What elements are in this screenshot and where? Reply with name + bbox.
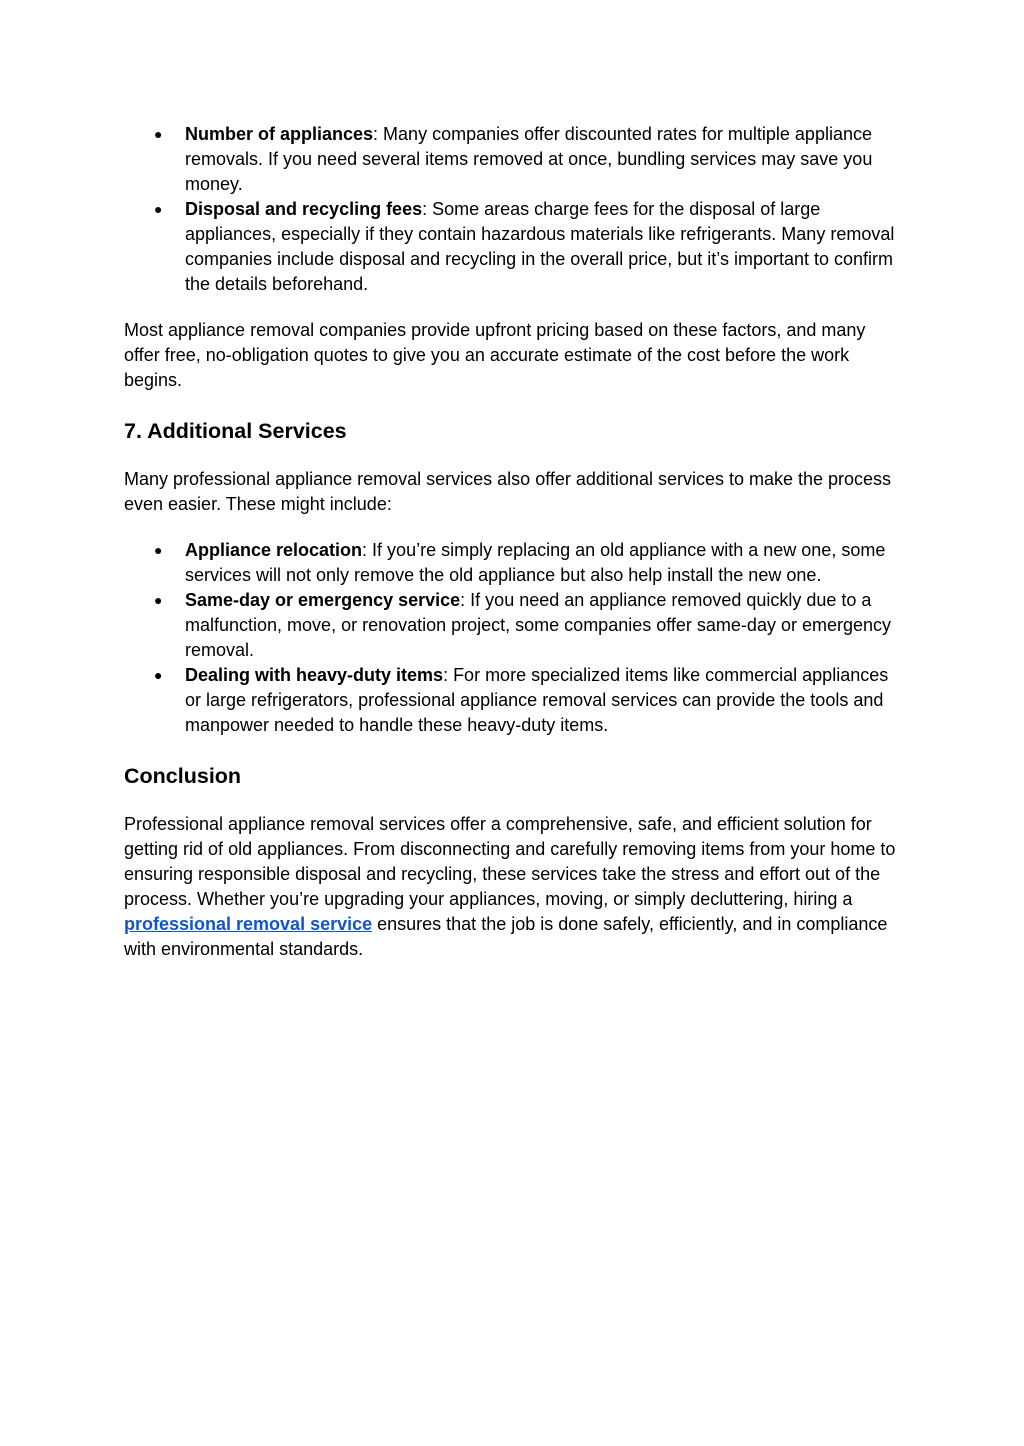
document-page [124,122,899,962]
cost-factors-list [124,122,899,297]
section-heading-additional-services: 7. Additional Services [124,419,347,443]
bullet-icon: ● [154,201,163,217]
list-item [124,538,899,588]
bullet-icon: ● [154,592,163,608]
bullet-icon: ● [154,542,163,558]
list-item-term: Dealing with heavy-duty items [185,665,444,685]
bullet-icon: ● [154,667,163,683]
list-item-term: Disposal and recycling fees [185,199,423,219]
additional-services-list [124,538,899,738]
list-item [124,588,899,663]
additional-services-intro: Many professional appliance removal services also offer additional services to make the process even easier. These might include: [124,469,892,514]
list-item [124,663,899,738]
list-item-text: : If you need an appliance removed quickly due to a malfunction, move, or renovation project, some companies offer same-day or emergency removal. [185,590,891,660]
bullet-icon: ● [154,126,163,142]
section-heading-conclusion: Conclusion [124,764,242,788]
list-item-text: : Many companies offer discounted rates for multiple appliance removals. If you need several items removed at once, bundling services may save you money. [185,124,873,194]
conclusion-paragraph [124,812,899,962]
list-item-text: : For more specialized items like commercial appliances or large refrigerators, professional appliance removal services can provide the tools and manpower needed to handle these heavy-duty items. [185,665,889,735]
list-item-term: Same-day or emergency service [185,590,461,610]
professional-removal-service-link[interactable]: professional removal service [124,914,373,934]
list-item-text: : If you’re simply replacing an old appliance with a new one, some services will not only remove the old appliance but also help install the new one. [185,540,886,585]
list-item [124,197,899,297]
conclusion-text-after-link: ensures that the job is done safely, efficiently, and in compliance with environmental standards. [124,914,888,959]
list-item-term: Number of appliances [185,124,374,144]
pricing-paragraph: Most appliance removal companies provide upfront pricing based on these factors, and many offer free, no-obligation quotes to give you an accurate estimate of the cost before the work begins. [124,320,866,390]
conclusion-text-before-link: Professional appliance removal services offer a comprehensive, safe, and efficient solution for getting rid of old appliances. From disconnecting and carefully removing items from your home to ensuring responsible disposal and recycling, these services take the stress and effort out of the process. Whether you’re upgrading your appliances, moving, or simply decluttering, hiring a [124,814,896,909]
list-item [124,122,899,197]
list-item-term: Appliance relocation [185,540,363,560]
list-item-text: : Some areas charge fees for the disposal of large appliances, especially if they contain hazardous materials like refrigerants. Many removal companies include disposal and recycling in the overall price, but it’s important to confirm the details beforehand. [185,199,895,294]
